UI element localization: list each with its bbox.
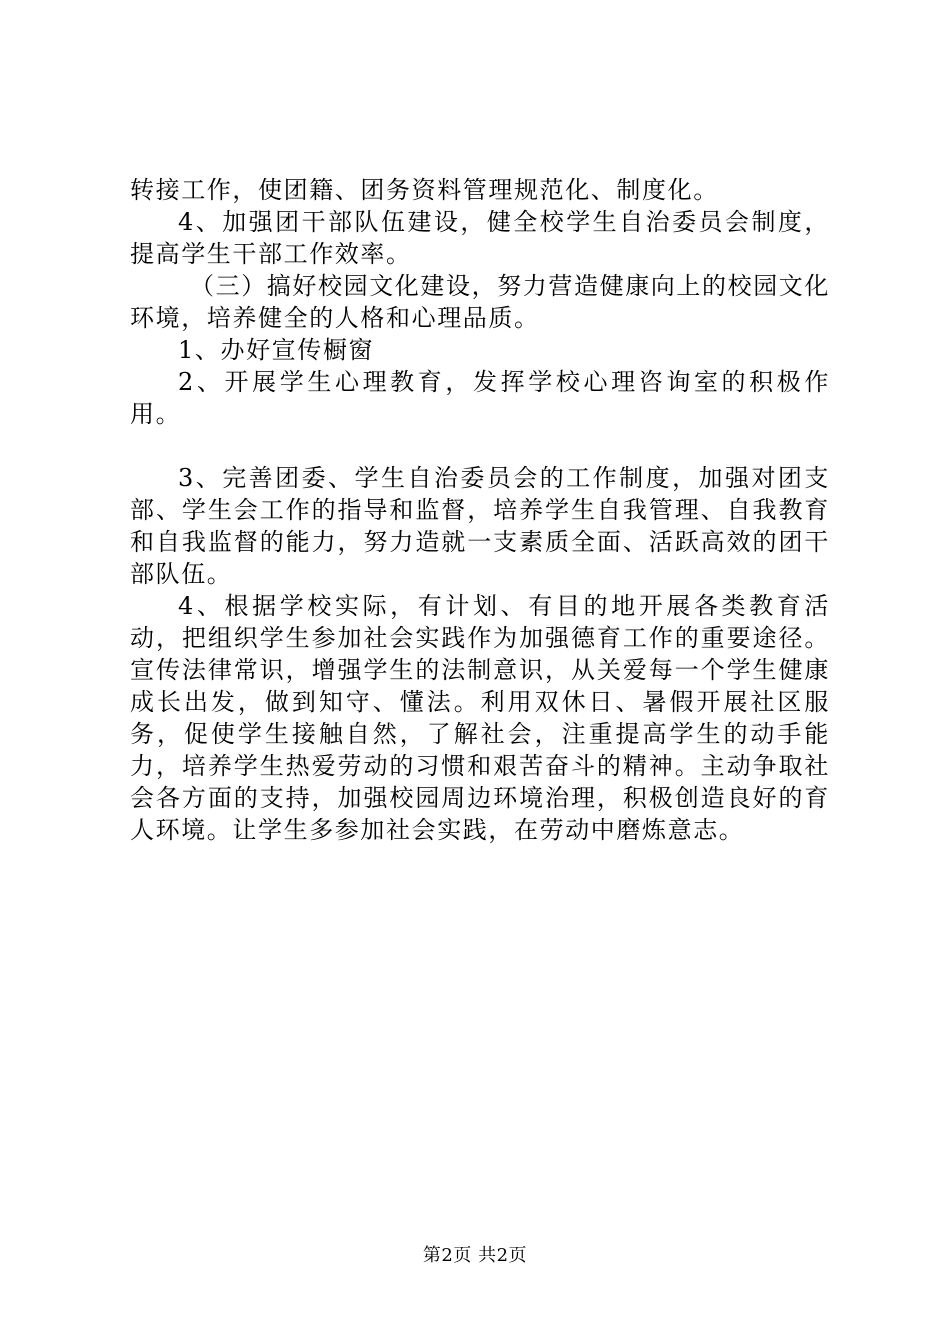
page-footer: 第2页 共2页	[422, 1245, 528, 1266]
paragraph-section-3-heading: （三）搞好校园文化建设，努力营造健康向上的校园文化环境，培养健全的人格和心理品质。	[130, 272, 830, 332]
paragraph-item-2-psychology: 2、开展学生心理教育，发挥学校心理咨询室的积极作用。	[130, 368, 830, 428]
paragraph-item-3-system: 3、完善团委、学生自治委员会的工作制度，加强对团支部、学生会工作的指导和监督，培养学生自我管理、自我教育和自我监督的能力，努力造就一支素质全面、活跃高效的团干部队伍。	[130, 464, 830, 588]
paragraph-item-1-window: 1、办好宣传橱窗	[178, 336, 375, 364]
paragraph-item-4-activities: 4、根据学校实际，有计划、有目的地开展各类教育活动，把组织学生参加社会实践作为加强德育工作的重要途径。宣传法律常识，增强学生的法制意识，从关爱每一个学生健康成长出发，做到知守、懂法。利用双休日、暑假开展社区服务，促使学生接触自然，了解社会，注重提高学生的动手能力，培养学生热爱劳动的习惯和艰苦奋斗的精神。主动争取社会各方面的支持，加强校园周边环境治理，积极创造良好的育人环境。让学生多参加社会实践，在劳动中磨炼意志。	[130, 592, 830, 844]
paragraph-continuation: 转接工作，使团籍、团务资料管理规范化、制度化。	[130, 176, 719, 204]
paragraph-spacer	[130, 430, 830, 462]
document-body	[130, 174, 830, 846]
paragraph-item-4-cadre: 4、加强团干部队伍建设，健全校学生自治委员会制度，提高学生干部工作效率。	[130, 208, 830, 268]
